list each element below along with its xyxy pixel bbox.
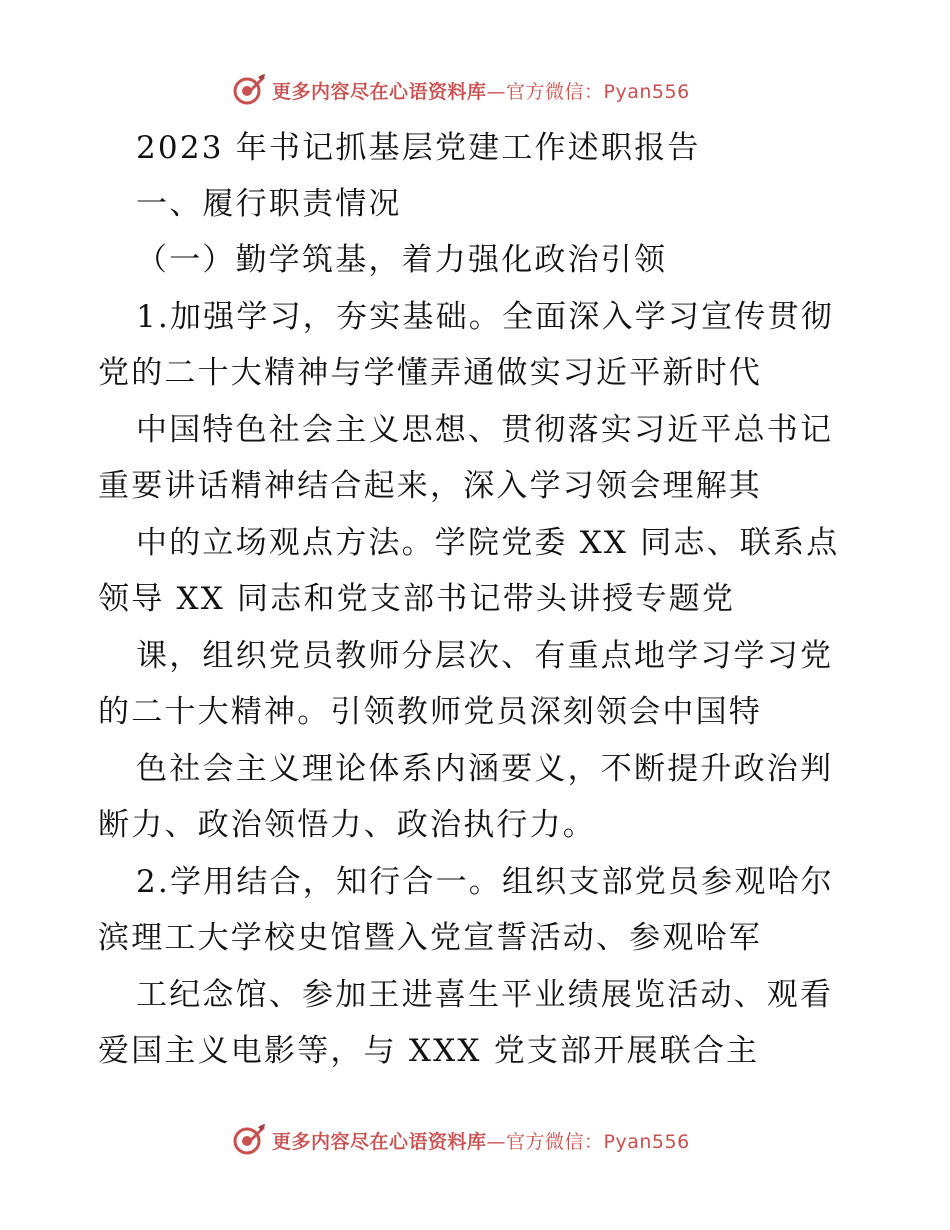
- quill-logo-icon: [232, 73, 266, 107]
- paragraph-line: 课，组织党员教师分层次、有重点地学习学习党: [136, 638, 834, 674]
- section-heading: 一、履行职责情况: [136, 186, 402, 222]
- watermark-text: [272, 77, 690, 104]
- paragraph-line: 1.加强学习，夯实基础。全面深入学习宣传贯彻: [136, 299, 834, 335]
- paragraph-line: 工纪念馆、参加王进喜生平业绩展览活动、观看: [136, 977, 834, 1013]
- watermark-brand: 更多内容尽在心语资料库: [272, 1130, 487, 1153]
- watermark-separator: —: [486, 1130, 507, 1153]
- document-title: 2023 年书记抓基层党建工作述职报告: [136, 130, 701, 166]
- watermark-contact: 官方微信：Pyan556: [506, 80, 690, 103]
- paragraph-line: 色社会主义理论体系内涵要义，不断提升政治判: [136, 751, 834, 787]
- paragraph-line: 断力、政治领悟力、政治执行力。: [98, 807, 596, 843]
- footer-watermark: [232, 1120, 690, 1160]
- paragraph-line: 重要讲话精神结合起来，深入学习领会理解其: [98, 468, 762, 504]
- paragraph-line: 爱国主义电影等，与 XXX 党支部开展联合主: [98, 1033, 760, 1069]
- watermark-contact: 官方微信：Pyan556: [506, 1130, 690, 1153]
- watermark-brand: 更多内容尽在心语资料库: [272, 80, 487, 103]
- paragraph-line: 党的二十大精神与学懂弄通做实习近平新时代: [98, 355, 762, 391]
- paragraph-line: 中国特色社会主义思想、贯彻落实习近平总书记: [136, 412, 834, 448]
- paragraph-line: 中的立场观点方法。学院党委 XX 同志、联系点: [136, 525, 840, 561]
- header-watermark: [232, 70, 690, 110]
- watermark-text: [272, 1127, 690, 1154]
- paragraph-line: 的二十大精神。引领教师党员深刻领会中国特: [98, 694, 762, 730]
- paragraph-line: 2.学用结合，知行合一。组织支部党员参观哈尔: [136, 864, 834, 900]
- watermark-separator: —: [486, 80, 507, 103]
- paragraph-line: 滨理工大学校史馆暨入党宣誓活动、参观哈军: [98, 920, 762, 956]
- quill-logo-icon: [232, 1123, 266, 1157]
- subsection-heading: （一）勤学筑基，着力强化政治引领: [136, 242, 668, 278]
- paragraph-line: 领导 XX 同志和党支部书记带头讲授专题党: [98, 581, 736, 617]
